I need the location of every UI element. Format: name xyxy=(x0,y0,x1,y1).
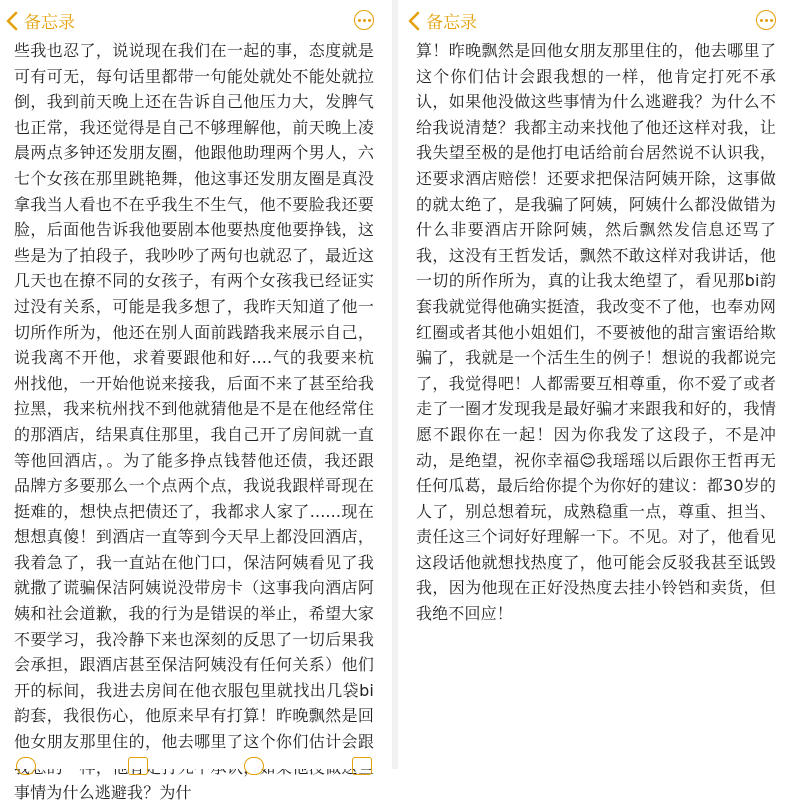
compose-icon[interactable] xyxy=(352,757,372,775)
chevron-left-icon xyxy=(6,11,18,31)
note-body[interactable]: 算！昨晚飘然是回他女朋友那里住的，他去哪里了这个你们估计会跟我想的一样，他肯定打死不承认，如果他没做这些事情为什么逃避我？为什么不给我说清楚？我都主动来找他了他还这样对我，让我失望至极的是他打电话给前台居然说不认识我，还要求酒店赔偿！还要求把保洁阿姨开除，这事做的就太绝了，是我骗了阿姨，阿姨什么都没做错为什么非要酒店开除阿姨，然后飘然发信息还骂了我，这没有王哲发话，飘然不敢这样对我讲话，他一切的所作所为，真的让我太绝望了，看见那bi韵套我就觉得他确实挺渣，我改变不了他，也奉劝网红圈或者其他小姐姐们，不要被他的甜言蜜语给欺骗了，我就是一个活生生的例子！想说的我都说完了，我觉得吧！人都需要互相尊重，你不爱了或者走了一圈才发现我是最好骗才来跟我和好的，我情愿不跟你在一起！因为你我发了这段子，不是冲动，是绝望，祝你幸福😊我瑶瑶以后跟你王哲再无任何瓜葛，最后给你提个为你好的建议：都30岁的人了，别总想着玩，成熟稳重一点，尊重、担当、责任这三个词好好理解一下。不见。对了，他看见这段话他就想找热度了，他可能会反驳我甚至诋毁我，因为他现在正好没热度去挂小铃铛和卖货，但我绝不回应！ xyxy=(416,41,776,624)
bottom-toolbar xyxy=(0,751,388,769)
back-label: 备忘录 xyxy=(426,13,477,33)
back-button[interactable] xyxy=(6,8,75,33)
more-options-icon[interactable] xyxy=(756,10,776,30)
notes-panel-left xyxy=(0,0,388,803)
markup-icon[interactable] xyxy=(244,757,264,775)
checklist-icon[interactable] xyxy=(16,757,36,775)
panel-divider xyxy=(392,0,398,769)
navigation-bar xyxy=(402,0,790,40)
camera-icon[interactable] xyxy=(128,757,148,775)
note-body[interactable]: 些我也忍了，说说现在我们在一起的事，态度就是可有可无，每句话里都带一句能处就处不能处就拉倒，我到前天晚上还在告诉自己他压力大，发脾气也正常，我还觉得是自己不够理解他，前天晚上凌晨两点多钟还发朋友圈，他跟他助理两个男人，六七个女孩在那里跳艳舞，他这事还发朋友圈是真没拿我当人看也不在乎我生不生气，他不要脸我还要脸，后面他告诉我他要剧本他要热度他要挣钱，这些是为了拍段子，我吵吵了两句也就忍了，最近这几天也在撩不同的女孩子，有两个女孩我已经证实过没有关系，可能是我多想了，我昨天知道了他一切所作所为，他还在别人面前践踏我来展示自己，说我离不开他，求着要跟他和好....气的我要来杭州找他，一开始他说来接我，后面不来了甚至给我拉黑，我来杭州找不到他就猜他是不是在他经常住的那酒店，结果真住那里，我自己开了房间就一直等他回酒店，。为了能多挣点钱替他还债，我还跟品牌方多要那么一个点两个点，我说我跟样哥现在挺难的，想快点把债还了，我都求人家了......现在想想真傻！到酒店一直等到今天早上都没回酒店，我着急了，我一直站在他门口，保洁阿姨看见了我就撒了谎骗保洁阿姨说没带房卡（这事我向酒店阿姨和社会道歉，我的行为是错误的举止，希望大家不要学习，我冷静下来也深刻的反思了一切后果我会承担，跟酒店甚至保洁阿姨没有任何关系）他们开的标间，我进去房间在他衣服包里就找出几袋bi韵套，我很伤心，他原来早有打算！昨晚飘然是回他女朋友那里住的，他去哪里了这个你们估计会跟 事情为什么逃避我？为什 xyxy=(14,41,374,803)
chevron-left-icon xyxy=(408,11,420,31)
back-label: 备忘录 xyxy=(24,13,75,33)
more-options-icon[interactable] xyxy=(354,10,374,30)
back-button[interactable] xyxy=(408,8,477,33)
navigation-bar xyxy=(0,0,388,40)
notes-panel-right xyxy=(402,0,790,769)
